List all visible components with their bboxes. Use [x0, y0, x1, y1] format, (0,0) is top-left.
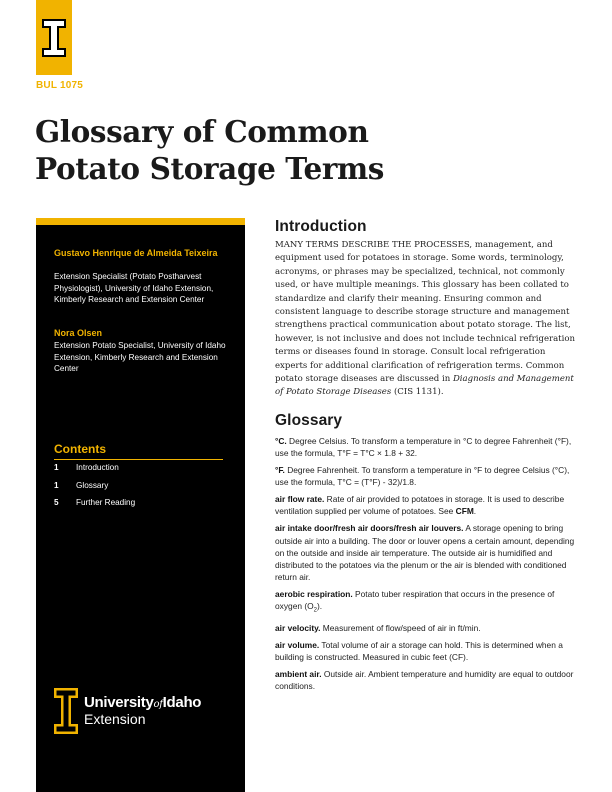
glossary-entry [275, 668, 575, 692]
toc-item-further-reading[interactable] [54, 498, 135, 507]
glossary-definition: Degree Fahrenheit. To transform a temperature in °F to degree Celsius (°C), use the formula, T°C = (T°F) - 32)/1.8. [275, 465, 570, 488]
glossary-term: air velocity. [275, 622, 321, 633]
glossary-definition-tail: . [473, 506, 477, 517]
author-role: Extension Potato Specialist, University of Idaho Extension, Kimberly Research and Extension Center [54, 341, 226, 374]
glossary-term: aerobic respiration. [275, 588, 353, 599]
glossary-heading: Glossary [275, 411, 343, 429]
sidebar [36, 225, 245, 792]
author-name: Nora Olsen [54, 328, 103, 338]
glossary-see-link[interactable]: CFM [455, 506, 474, 517]
logo-extension-text: Extension [84, 711, 146, 727]
glossary-term: °C. [275, 435, 287, 446]
glossary-definition: A storage opening to bring outside air into a building. The door or louver opens a certain amount, depending on the outside and inside air temperature. The outside air is humidified and distributed to the potatoes via the plenum or the air is blended with conditioned return air. [275, 523, 575, 582]
logo-university-text: University [84, 694, 154, 711]
glossary-term: air intake door/fresh air doors/fresh air louvers. [275, 523, 464, 534]
toc-page-number: 1 [54, 463, 59, 472]
glossary-entry [275, 588, 575, 617]
contents-heading: Contents [54, 442, 106, 456]
glossary-subscript: 2 [313, 607, 317, 614]
idaho-logo-tab [36, 0, 72, 75]
toc-label: Introduction [76, 463, 119, 472]
toc-page-number: 5 [54, 498, 59, 507]
glossary-term: ambient air. [275, 669, 322, 680]
page-title [35, 113, 455, 187]
toc-label: Further Reading [76, 498, 136, 507]
intro-reference-title[interactable]: Diagnosis and Management of Potato Storage Diseases [275, 374, 574, 398]
introduction-heading: Introduction [275, 218, 367, 235]
glossary-definition: Total volume of air a storage can hold. This is determined when a building is constructed. Measured in cubic feet (CF). [275, 639, 563, 662]
logo-of-text: of [153, 699, 163, 710]
glossary-term: air flow rate. [275, 494, 325, 505]
glossary-term: °F. [275, 465, 285, 476]
contents-divider [54, 459, 223, 460]
glossary-definition: Outside air. Ambient temperature and humidity are equal to outdoor conditions. [275, 669, 574, 692]
glossary-entry [275, 522, 575, 582]
toc-item-glossary[interactable] [54, 481, 108, 490]
author-name: Gustavo Henrique de Almeida Teixeira [54, 248, 218, 258]
title-line-2: Potato Storage Terms [35, 151, 385, 186]
toc-label: Glossary [76, 481, 109, 490]
toc-page-number: 1 [54, 481, 59, 490]
glossary-entry [275, 622, 575, 634]
idaho-i-logo-icon [54, 688, 78, 734]
toc-item-introduction[interactable] [54, 463, 119, 472]
logo-idaho-text: Idaho [162, 694, 202, 711]
introduction-paragraph [275, 239, 575, 400]
glossary-definition: Potato tuber respiration that occurs in the presence of oxygen (O [275, 588, 555, 611]
intro-text: MANY TERMS DESCRIBE THE PROCESSES, management, and equipment used for potatoes in storage. Some words, terminology, acronyms, or phrases may be specialized, technical, not commonly used, or have multiple meanings. This glossary has been collated to standardize and clarify their meaning. Ensuring common and consistent language to describe storage structure and management strengthens practical communication about potato storage. The list, however, is not inclusive and does not include technical refrigeration terms or diseases found in storage. Consult local refrigeration experts for additional clarification of refrigeration terms. Common potato storage diseases are discussed in [275, 240, 576, 385]
glossary-entry [275, 464, 575, 488]
glossary-definition: Measurement of flow/speed of air in ft/min. [320, 622, 481, 633]
glossary-term: air volume. [275, 639, 320, 650]
glossary-entry [275, 435, 575, 459]
bulletin-number: BUL 1075 [36, 80, 83, 91]
glossary-definition-tail: ). [316, 601, 323, 611]
glossary-entry [275, 639, 575, 663]
glossary-definition: Rate of air provided to potatoes in storage. It is used to describe ventilation supplied per volume of potatoes. See [275, 494, 565, 517]
glossary-entry [275, 493, 575, 517]
title-line-1: Glossary of Common [35, 114, 369, 149]
intro-reference-tail: (CIS 1131). [391, 387, 444, 398]
author-role: Extension Specialist (Potato Postharvest Physiologist), University of Idaho Extension, Kimberly Research and Extension Center [54, 272, 214, 305]
idaho-i-logo-icon [42, 19, 66, 57]
main-content [275, 218, 575, 692]
glossary-definition: Degree Celsius. To transform a temperature in °C to degree Fahrenheit (°F), use the formula, T°F = T°C × 1.8 + 32. [275, 435, 572, 458]
university-of-idaho-extension-logo [54, 688, 201, 734]
sidebar-accent-bar [36, 218, 245, 225]
